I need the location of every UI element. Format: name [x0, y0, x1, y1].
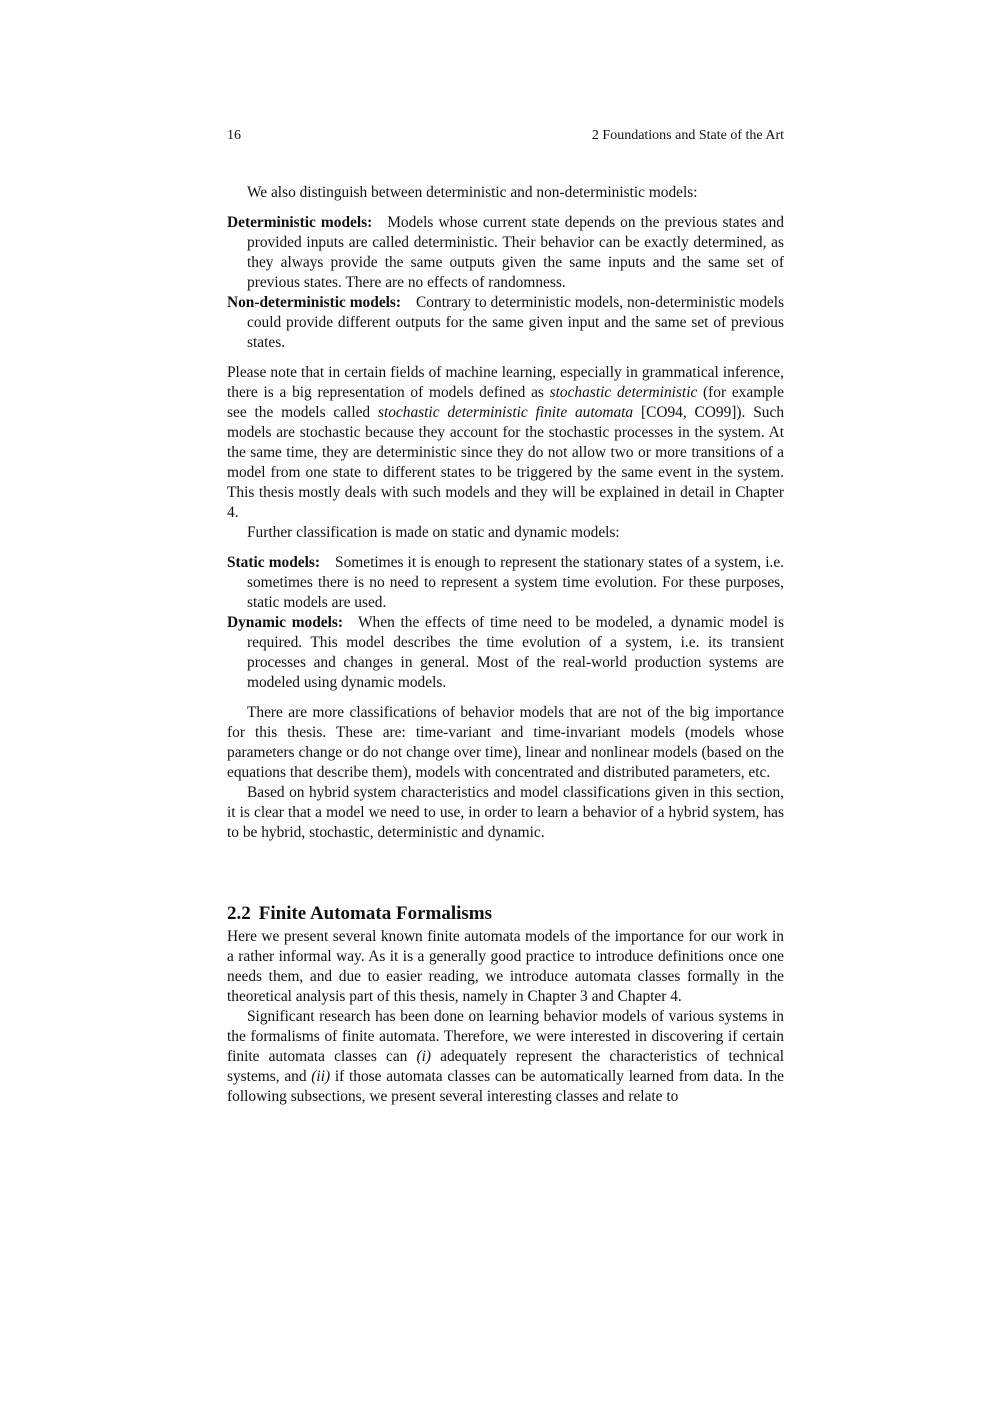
paragraph-more-classifications: There are more classifications of behavior models that are not of the big importance for this thesis. These are: time-variant and time-invariant models (models whose parameters change or do not change over time), linear and nonlinear models (based on the equations that describe them), models with concentrated and distributed parameters, etc.	[227, 704, 784, 781]
math-i: (i)	[416, 1048, 432, 1065]
running-title: 2 Foundations and State of the Art	[591, 128, 784, 143]
definition-list-dynamics	[227, 553, 784, 693]
paragraph-stochastic-part3: [CO94, CO99]). Such models are stochastic because they account for the stochastic processes in the system. At the same time, they are deterministic since they do not allow two or more transitions of a model from one state to different states to be triggered by the same event in the system. This thesis mostly deals with such models and they will be explained in detail in Chapter 4.	[227, 404, 785, 521]
paragraph-hybrid: Based on hybrid system characteristics and model classifications given in this section, it is clear that a model we need to use, in order to learn a behavior of a hybrid system, has to be hybrid, stochastic, deterministic and dynamic.	[227, 784, 784, 841]
definition-deterministic-text: Models whose current state depends on the previous states and provided inputs are called deterministic. Their behavior can be exactly determined, as they always provide the same outputs given the same inputs and the same set of previous states. There are no effects of randomness.	[247, 214, 784, 291]
section-title: Finite Automata Formalisms	[258, 903, 493, 924]
definition-non-deterministic	[227, 293, 784, 353]
paragraph-research-part3: if those automata classes can be automatically learned from data. In the following subsections, we present several interesting classes and relate to	[227, 1068, 784, 1105]
body-text	[227, 183, 784, 1107]
section-heading	[227, 901, 784, 927]
definition-static-text: Sometimes it is enough to represent the stationary states of a system, i.e. sometimes there is no need to represent a system time evolution. For these purposes, static models are used.	[247, 554, 784, 611]
math-ii: (ii)	[311, 1068, 331, 1085]
emphasis-sdfa: stochastic deterministic finite automata	[377, 404, 634, 421]
paragraph-stochastic-part2: (for example see the models called	[227, 384, 784, 421]
paragraph-research	[227, 1007, 784, 1107]
intro-paragraph: We also distinguish between deterministic and non-deterministic models:	[247, 184, 698, 201]
further-classification: Further classification is made on static and dynamic models:	[247, 524, 620, 541]
term-non-deterministic: Non-deterministic models:	[227, 294, 402, 311]
paragraph-present: Here we present several known finite automata models of the importance for our work in a rather informal way. As it is a generally good practice to introduce definitions once one needs them, and due to easier reading, we introduce automata classes formally in the theoretical analysis part of this thesis, namely in Chapter 3 and Chapter 4.	[227, 928, 784, 1005]
paragraph-stochastic-part1: Please note that in certain fields of machine learning, especially in grammatical inference, there is a big representation of models defined as	[227, 364, 784, 401]
term-deterministic: Deterministic models:	[227, 214, 373, 231]
definition-non-deterministic-text: Contrary to deterministic models, non-deterministic models could provide different outputs for the same given input and the same set of previous states.	[247, 294, 784, 351]
term-static: Static models:	[227, 554, 321, 571]
paragraph-research-part2: adequately represent the characteristics of technical systems, and	[227, 1048, 784, 1085]
term-dynamic: Dynamic models:	[227, 614, 344, 631]
emphasis-stochastic-deterministic: stochastic deterministic	[549, 384, 698, 401]
section-number: 2.2	[227, 903, 251, 924]
paragraph-research-part1: Significant research has been done on learning behavior models of various systems in the formalisms of finite automata. Therefore, we were interested in discovering if certain finite automata classes can	[227, 1008, 784, 1065]
definition-deterministic	[227, 213, 784, 293]
definition-dynamic	[227, 613, 784, 693]
definition-list-determinism	[227, 213, 784, 353]
definition-dynamic-text: When the effects of time need to be modeled, a dynamic model is required. This model describes the time evolution of a system, i.e. its transient processes and changes in general. Most of the real-world production systems are modeled using dynamic models.	[247, 614, 784, 691]
definition-static	[227, 553, 784, 613]
page-number: 16	[227, 128, 241, 143]
paragraph-stochastic	[227, 363, 784, 523]
